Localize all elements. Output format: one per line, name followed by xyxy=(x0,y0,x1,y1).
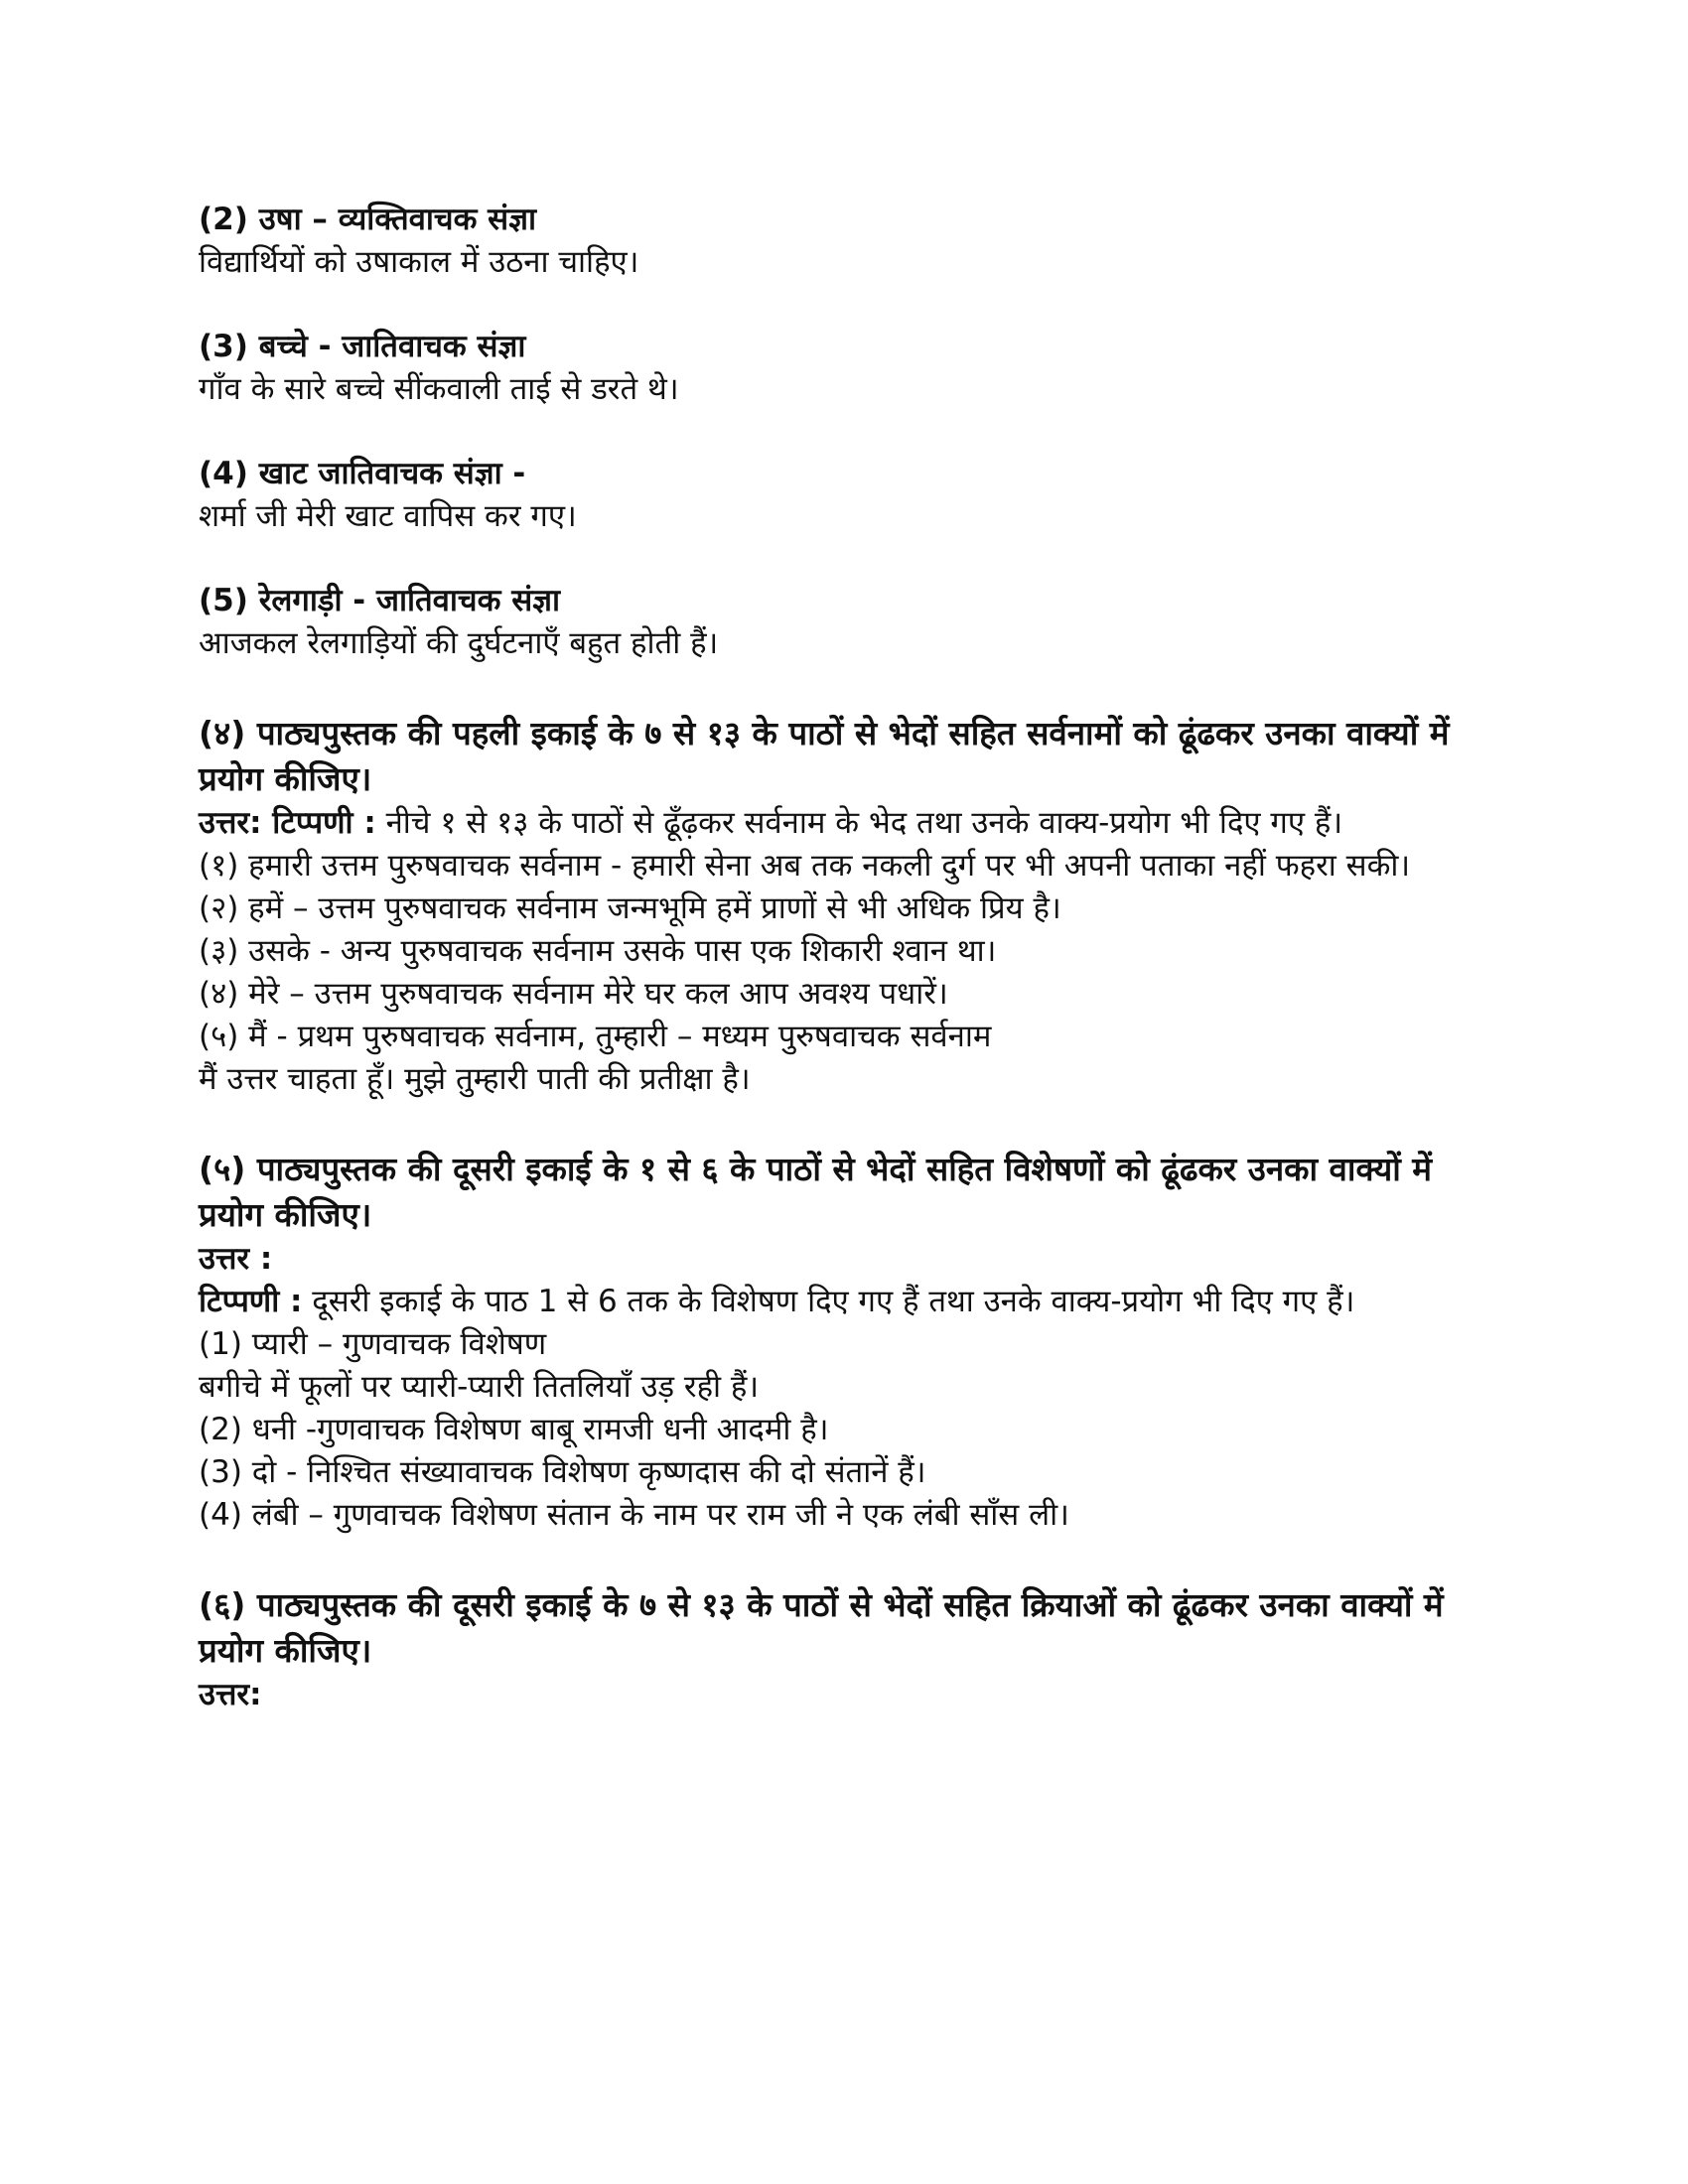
question-5-section xyxy=(199,1147,1499,1537)
noun-sentence: गाँव के सारे बच्चे सींकवाली ताई से डरते थे। xyxy=(199,371,679,407)
answer-note-text: नीचे १ से १३ के पाठों से ढूँढ़कर सर्वनाम के भेद तथा उनके वाक्य-प्रयोग भी दिए गए हैं। xyxy=(375,805,1343,841)
adjective-item: (4) लंबी – गुणवाचक विशेषण संतान के नाम पर राम जी ने एक लंबी साँस ली। xyxy=(199,1497,1069,1533)
question-6-section xyxy=(199,1582,1499,1716)
question-5-note xyxy=(199,1281,1499,1323)
question-5-heading: (५) पाठ्यपुस्तक की दूसरी इकाई के १ से ६ के पाठों से भेदों सहित विशेषणों को ढूंढकर उनका वाक्यों में प्रयोग कीजिए। xyxy=(199,1150,1433,1234)
pronoun-item: (५) मैं - प्रथम पुरुषवाचक सर्वनाम, तुम्हारी – मध्यम पुरुषवाचक सर्वनाम xyxy=(199,1019,992,1054)
pronoun-item: (३) उसके - अन्य पुरुषवाचक सर्वनाम उसके पास एक शिकारी श्वान था। xyxy=(199,933,997,969)
pronoun-item: मैं उत्तर चाहता हूँ। मुझे तुम्हारी पाती की प्रतीक्षा है। xyxy=(199,1061,751,1097)
pronoun-item: (२) हमें – उत्तम पुरुषवाचक सर्वनाम जन्मभूमि हमें प्राणों से भी अधिक प्रिय है। xyxy=(199,890,1061,926)
question-4-section xyxy=(199,711,1499,1101)
noun-heading: (5) रेलगाड़ी - जातिवाचक संज्ञा xyxy=(199,583,561,618)
noun-heading: (4) खाट जातिवाचक संज्ञा - xyxy=(199,456,526,491)
noun-sentence: विद्यार्थियों को उषाकाल में उठना चाहिए। xyxy=(199,244,639,280)
noun-example xyxy=(199,199,1499,284)
adjective-item: (2) धनी -गुणवाचक विशेषण बाबू रामजी धनी आदमी है। xyxy=(199,1412,829,1447)
adjective-item: (1) प्यारी – गुणवाचक विशेषण xyxy=(199,1326,547,1362)
noun-heading: (2) उषा – व्यक्तिवाचक संज्ञा xyxy=(199,202,537,237)
noun-sentence: शर्मा जी मेरी खाट वापिस कर गए। xyxy=(199,498,577,534)
question-4-heading: (४) पाठ्यपुस्तक की पहली इकाई के ७ से १३ के पाठों से भेदों सहित सर्वनामों को ढूंढकर उनका वाक्यों में प्रयोग कीजिए। xyxy=(199,714,1450,798)
answer-label: उत्तर : xyxy=(199,1241,273,1277)
answer-label: उत्तर: xyxy=(199,1677,262,1712)
pronoun-item: (१) हमारी उत्तम पुरुषवाचक सर्वनाम - हमारी सेना अब तक नकली दुर्ग पर भी अपनी पताका नहीं फहरा सकी। xyxy=(199,848,1411,884)
noun-sentence: आजकल रेलगाड़ियों की दुर्घटनाएँ बहुत होती हैं। xyxy=(199,625,719,661)
noun-example xyxy=(199,326,1499,411)
noun-heading: (3) बच्चे - जातिवाचक संज्ञा xyxy=(199,329,526,364)
question-6-heading: (६) पाठ्यपुस्तक की दूसरी इकाई के ७ से १३ के पाठों से भेदों सहित क्रियाओं को ढूंढकर उनका वाक्यों में प्रयोग कीजिए। xyxy=(199,1585,1444,1670)
question-4-answer-note xyxy=(199,802,1499,845)
pronoun-item: (४) मेरे – उत्तम पुरुषवाचक सर्वनाम मेरे घर कल आप अवश्य पधारें। xyxy=(199,976,948,1012)
note-label: टिप्पणी : xyxy=(199,1284,303,1319)
noun-example xyxy=(199,580,1499,665)
note-text: दूसरी इकाई के पाठ 1 से 6 तक के विशेषण दिए गए हैं तथा उनके वाक्य-प्रयोग भी दिए गए हैं। xyxy=(302,1284,1355,1319)
noun-example xyxy=(199,453,1499,538)
noun-examples xyxy=(199,199,1499,665)
adjective-item: बगीचे में फूलों पर प्यारी-प्यारी तितलियाँ उड़ रही हैं। xyxy=(199,1369,760,1405)
answer-label: उत्तर: टिप्पणी : xyxy=(199,805,376,841)
adjective-item: (3) दो - निश्चित संख्यावाचक विशेषण कृष्णदास की दो संतानें हैं। xyxy=(199,1454,926,1490)
